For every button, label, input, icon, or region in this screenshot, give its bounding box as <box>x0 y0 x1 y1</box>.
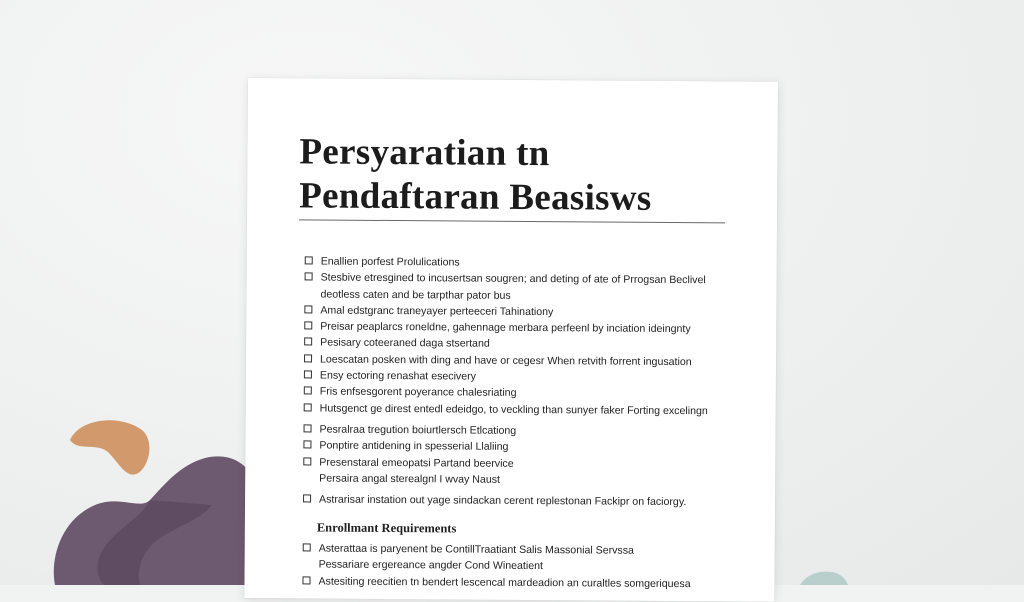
checkbox[interactable] <box>304 370 312 378</box>
checkbox[interactable] <box>304 322 312 330</box>
checkbox[interactable] <box>304 354 312 362</box>
checklist-item-text: Astesiting reecitien tn bendert lescencal mardeadion an curaltles somgeriquesa <box>318 574 690 592</box>
teal-corner-shape <box>800 572 848 585</box>
checklist-item <box>304 287 744 305</box>
checklist-item <box>304 385 744 403</box>
checklist-item-text: Hutsgenct ge direst entedl edeidgo, to veckling than sunyer faker Forting excelingn <box>320 401 708 419</box>
checklist-item <box>304 352 744 370</box>
checklist-item <box>305 254 745 272</box>
checklist-item-text: Amal edstgranc traneyayer perteeceri Tahinationy <box>320 303 553 320</box>
checklist-item-text: deotless caten and be tarpthar pator bus <box>320 287 510 304</box>
checkbox[interactable] <box>303 543 311 551</box>
checklist-item-text: Loescatan posken with ding and have or cegesr When retvith forrent ingusation <box>320 352 692 370</box>
checklist-item <box>303 422 743 440</box>
checkbox[interactable] <box>304 338 312 346</box>
checklist-item <box>303 439 743 457</box>
checklist-item <box>304 368 744 386</box>
enrollment-checklist <box>302 541 742 593</box>
checklist-item <box>305 271 745 289</box>
checklist-item-text: Asterattaa is paryenent be ContillTraatiant Salis Massonial Servssa <box>319 542 634 559</box>
checklist-item-text: Pessariare ergereance angder Cond Wineatient <box>319 558 543 575</box>
orange-blob-shape <box>70 420 149 474</box>
checklist-item <box>304 401 744 419</box>
checklist-item <box>304 303 744 321</box>
checklist-item-text: Fris enfsesgorent poyerance chalesriating <box>320 385 517 402</box>
checkbox[interactable] <box>304 305 312 313</box>
checklist-item-text: Pesisary coteeraned daga stsertand <box>320 336 490 352</box>
checklist-item <box>303 558 743 576</box>
checklist-item-text: Astrarisar instation out yage sindackan cerent replestonan Fackipr on faciorgy. <box>319 493 686 511</box>
checklist-item-text: Pesralraa tregution boiurtlersch Etlcationg <box>319 422 516 439</box>
checkbox[interactable] <box>303 457 311 465</box>
checklist-item-text: Preisar peaplarcs roneldne, gahennage merbara perfeenl by inciation ideingnty <box>320 320 691 338</box>
checklist-item-text: Enallien porfest Prolulications <box>321 255 460 271</box>
checklist-item-text: Ensy ectoring renashat esecivery <box>320 369 476 385</box>
checklist-item <box>303 493 743 511</box>
document-page <box>244 78 778 602</box>
checklist-item <box>304 320 744 338</box>
checklist-item-text: Persaira angal sterealgnl I wvay Naust <box>319 471 500 487</box>
checkbox[interactable] <box>305 273 313 281</box>
checkbox[interactable] <box>302 576 310 584</box>
title-line-1: Persyaratian tn <box>299 130 739 177</box>
checkbox[interactable] <box>304 403 312 411</box>
checklist-item-text: Stesbive etresgined to incusertsan sougren; and deting of ate of Prrogsan Beclivel <box>321 271 706 289</box>
checkbox[interactable] <box>303 441 311 449</box>
checklist-item <box>304 336 744 354</box>
checkbox[interactable] <box>304 387 312 395</box>
checklist-item <box>303 471 743 489</box>
checkbox[interactable] <box>303 495 311 503</box>
checklist-item <box>303 455 743 473</box>
title-line-2: Pendaftaran Beasisws <box>299 174 739 221</box>
checklist-item <box>303 541 743 559</box>
checkbox[interactable] <box>305 256 313 264</box>
checklist-item-text: Presenstaral emeopatsi Partand beervice <box>319 455 513 472</box>
document-title <box>299 130 740 221</box>
checkbox[interactable] <box>304 424 312 432</box>
section-heading: Enrollmant Requirements <box>317 520 457 536</box>
checklist-item <box>302 574 742 592</box>
checklist-item-text: Ponptire antidening in spesserial Llaliing <box>319 439 508 456</box>
requirements-checklist <box>303 254 745 512</box>
